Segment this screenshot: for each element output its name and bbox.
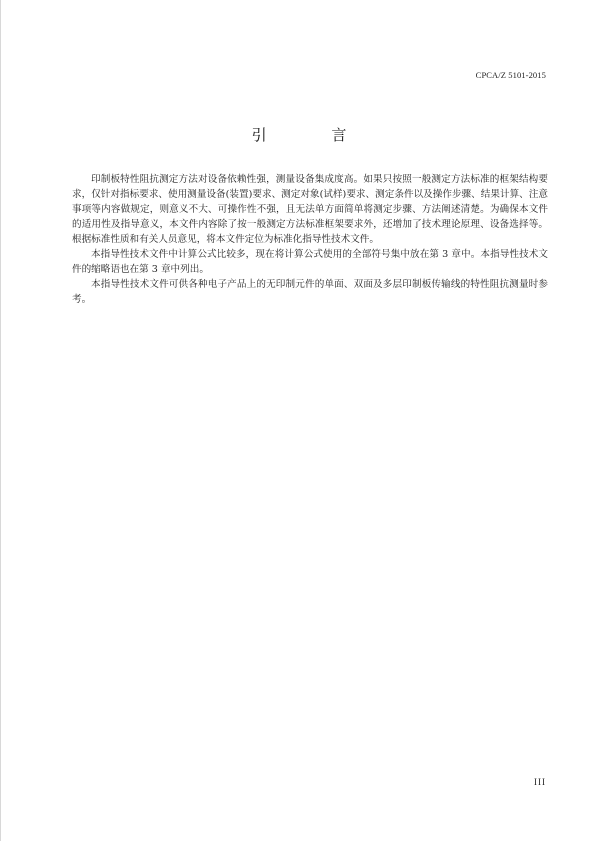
- page-number: III: [534, 777, 546, 787]
- body-text: [72, 172, 548, 307]
- document-code: CPCA/Z 5101-2015: [475, 70, 546, 80]
- paragraph: 本指导性技术文件可供各种电子产品上的无印制元件的单面、双面及多层印制板传输线的特性阻抗测量时参考。: [72, 279, 548, 305]
- paragraph: 印制板特性阻抗测定方法对设备依赖性强，测量设备集成度高。如果只按照一般测定方法标准的框架结构要求，仅针对指标要求、使用测量设备(装置)要求、测定对象(试样)要求、测定条件以及操作步骤、结果计算、注意事项等内容做规定，则意义不大、可操作性不强，且无法单方面简单将测定步骤、方法阐述清楚。为确保本文件的适用性及指导意义，本文件内容除了按一般测定方法标准框架要求外，还增加了技术理论原理、设备选择等。根据标准性质和有关人员意见，将本文件定位为标准化指导性技术文件。: [72, 174, 548, 245]
- page-title: 引 言: [251, 126, 377, 144]
- paragraph: 本指导性技术文件中计算公式比较多，现在将计算公式使用的全部符号集中放在第 3 章中。本指导性技术文件的缩略语也在第 3 章中列出。: [72, 249, 548, 275]
